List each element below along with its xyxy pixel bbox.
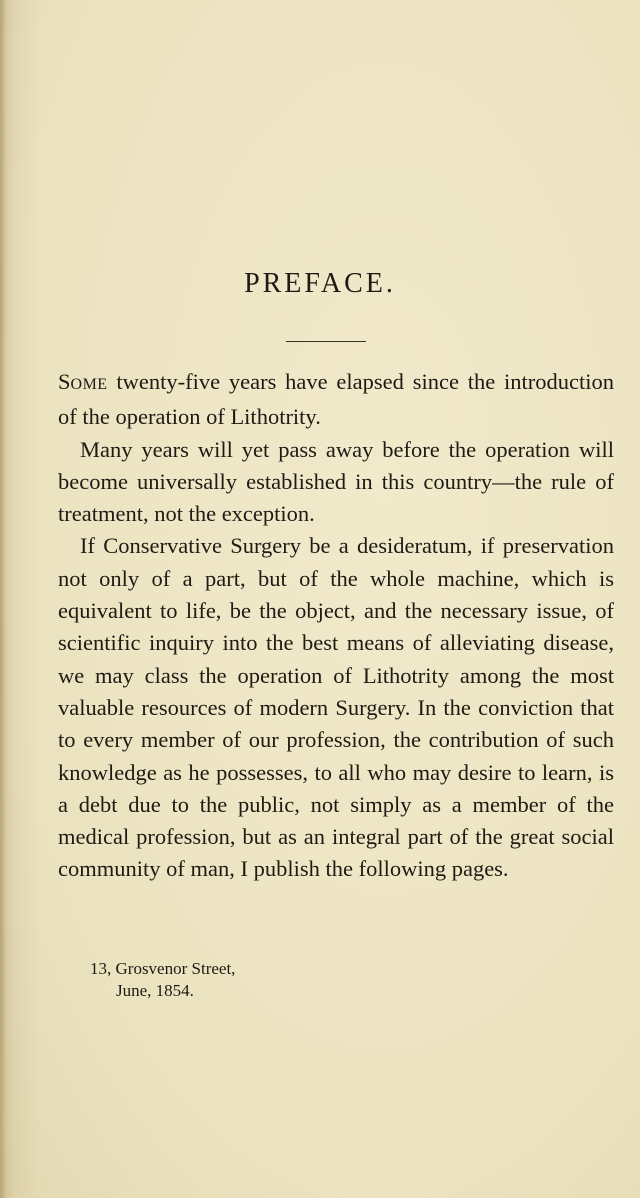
dropcap-letter: S [58, 369, 71, 394]
page-binding-edge [0, 0, 6, 1198]
paragraph-1 [58, 366, 614, 434]
signature-block [90, 958, 235, 1002]
title-divider [286, 341, 366, 342]
signature-address: 13, Grosvenor Street, [90, 959, 236, 978]
signature-date: June, 1854. [116, 981, 194, 1000]
paragraph-1-text: twenty-five years have elapsed since the introduction of the operation of Lithotrity. [58, 369, 614, 430]
preface-body [58, 366, 614, 886]
page-title: PREFACE. [244, 268, 396, 299]
paragraph-3: If Conservative Surgery be a desideratum, if preservation not only of a part, but of the whole machine, which is equivalent to life, be the object, and the necessary issue, of scientific inquiry into the best means of alleviating disease, we may class the operation of Lithotrity among the most valuable resources of modern Surgery. In the conviction that to every member of our profession, the contribution of such knowledge as he possesses, to all who may desire to learn, is a debt due to the public, not simply as a member of the medical profession, but as an integral part of the great social community of man, I publish the following pages. [58, 533, 614, 882]
dropcap-rest: OME [70, 376, 108, 393]
paragraph-2: Many years will yet pass away before the operation will become universally established in this country—the rule of treatment, not the exception. [58, 436, 614, 527]
